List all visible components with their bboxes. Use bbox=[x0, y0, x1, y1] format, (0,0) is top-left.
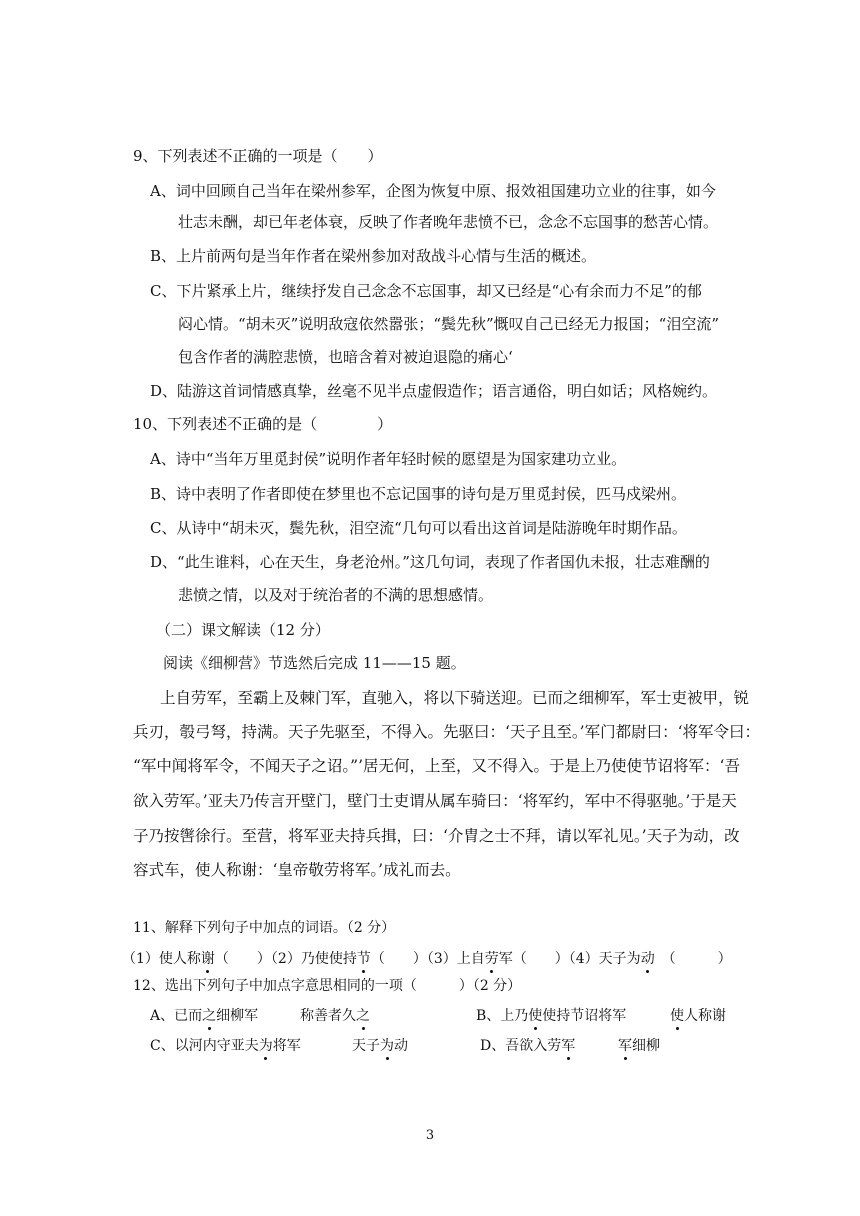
q11-item-3: （3）上自劳军（ ） bbox=[426, 951, 569, 967]
q9-option-a-line1: A、词中回顾自己当年在梁州参军，企图为恢复中原、报效祖国建功立业的往事，如今 bbox=[150, 182, 716, 200]
section-heading: （二）课文解读（12 分） bbox=[156, 621, 330, 639]
q12-option-d-compare: 军细柳 bbox=[618, 1038, 660, 1054]
q11-item-1: （1）使人称谢（ ） bbox=[122, 951, 271, 967]
dotted-char: 为 bbox=[380, 1038, 394, 1054]
question-10-stem: 10、下列表述不正确的是（ ） bbox=[133, 415, 393, 433]
q9-option-c-line3: 包含作者的满腔悲愤，也暗含着对被迫退隐的痛心‘ bbox=[178, 348, 513, 366]
reading-instruction: 阅读《细柳营》节选然后完成 11——15 题。 bbox=[163, 654, 466, 672]
q9-option-c-line2: 闷心情。“胡未灭”说明敌寇依然嚣张；“鬓先秋”慨叹自己已经无力报国；“泪空流” bbox=[178, 315, 720, 333]
q10-option-d-line1: D、“此生谁料，心在天生，身老沧州。”这几句词，表现了作者国仇未报，壮志难酬的 bbox=[150, 553, 710, 571]
passage-line-4: 欲入劳军。’亚夫乃传言开壁门，壁门士吏谓从属车骑曰：‘将军约，军中不得驱驰。’于是天 bbox=[133, 792, 737, 810]
page-number: 3 bbox=[425, 1128, 435, 1143]
passage-line-6: 容式车，使人称谢：‘皇帝敬劳将军。’成礼而去。 bbox=[133, 861, 461, 879]
q11-item-2: （2）乃使使持节（ ） bbox=[270, 951, 427, 967]
dotted-char: 军 bbox=[618, 1038, 632, 1054]
q10-option-d-line2: 悲愤之情，以及对于统治者的不满的思想感情。 bbox=[178, 586, 494, 604]
dotted-char: 军 bbox=[561, 1038, 576, 1054]
q9-option-b: B、上片前两句是当年作者在梁州参加对敌战斗心情与生活的概述。 bbox=[150, 247, 597, 265]
q12-option-b-compare: 使人称谢 bbox=[670, 1008, 726, 1024]
q12-option-d: D、吾欲入劳军 bbox=[480, 1038, 576, 1054]
dotted-char: 使 bbox=[670, 1008, 684, 1024]
q11-item-4: （4）天子为动 （ ） bbox=[568, 951, 732, 967]
dotted-char: 谢 bbox=[200, 951, 215, 967]
passage-line-5: 子乃按辔徐行。至营，将军亚夫持兵揖，曰：‘介胄之士不拜，请以军礼见。’天子为动，改 bbox=[133, 827, 740, 845]
q12-option-a-compare: 称善者久之 bbox=[300, 1008, 370, 1024]
dotted-char: 节 bbox=[356, 951, 371, 967]
q12-option-a: A、已而之细柳军 bbox=[150, 1008, 259, 1024]
dotted-char: 劳 bbox=[484, 951, 499, 967]
passage-line-2: 兵刃，彀弓弩，持满。天子先驱至，不得入。先驱曰：‘天子且至。’军门都尉曰：‘将军令曰： bbox=[133, 723, 761, 741]
dotted-char: 动 bbox=[640, 951, 655, 967]
dotted-char: 之 bbox=[202, 1008, 217, 1024]
q10-option-b: B、诗中表明了作者即使在梦里也不忘记国事的诗句是万里觅封侯，匹马戍梁州。 bbox=[150, 485, 687, 503]
q9-option-c-line1: C、下片紧承上片，继续抒发自己念念不忘国事，却又已经是“心有余而力不足”的郁 bbox=[150, 282, 702, 300]
q12-option-b: B、上乃使使持节诏将军 bbox=[476, 1008, 627, 1024]
dotted-char: 之 bbox=[356, 1008, 370, 1024]
question-11-stem: 11、解释下列句子中加点的词语。（2 分） bbox=[133, 920, 396, 936]
q10-option-c: C、从诗中“胡未灭，鬓先秋，泪空流“几句可以看出这首词是陆游晚年时期作品。 bbox=[150, 519, 687, 537]
passage-line-3: “军中闻将军令，不闻天子之诏。”’居无何，上至，又不得入。于是上乃使使节诏将军：‘吾 bbox=[133, 757, 740, 775]
q10-option-a: A、诗中“当年万里觅封侯”说明作者年轻时候的愿望是为国家建功立业。 bbox=[150, 450, 627, 468]
q9-option-a-line2: 壮志未酬，却已年老体衰，反映了作者晚年悲愤不已，念念不忘国事的愁苦心情。 bbox=[178, 213, 719, 231]
question-12-stem: 12、选出下列句子中加点字意思相同的一项（ ）（2 分） bbox=[133, 978, 522, 994]
dotted-char: 为 bbox=[258, 1038, 273, 1054]
q12-option-c-compare: 天子为动 bbox=[352, 1038, 408, 1054]
q12-option-c: C、以河内守亚夫为将军 bbox=[150, 1038, 301, 1054]
q11-items bbox=[122, 949, 732, 969]
dotted-char: 使 bbox=[528, 1008, 543, 1024]
question-9-stem: 9、下列表述不正确的一项是（ ） bbox=[133, 147, 383, 165]
passage-line-1: 上自劳军，至霸上及棘门军，直驰入，将以下骑送迎。已而之细柳军，军士吏被甲，锐 bbox=[160, 689, 750, 707]
q9-option-d: D、陆游这首词情感真挚，丝毫不见半点虚假造作；语言通俗，明白如话；风格婉约。 bbox=[150, 382, 718, 400]
